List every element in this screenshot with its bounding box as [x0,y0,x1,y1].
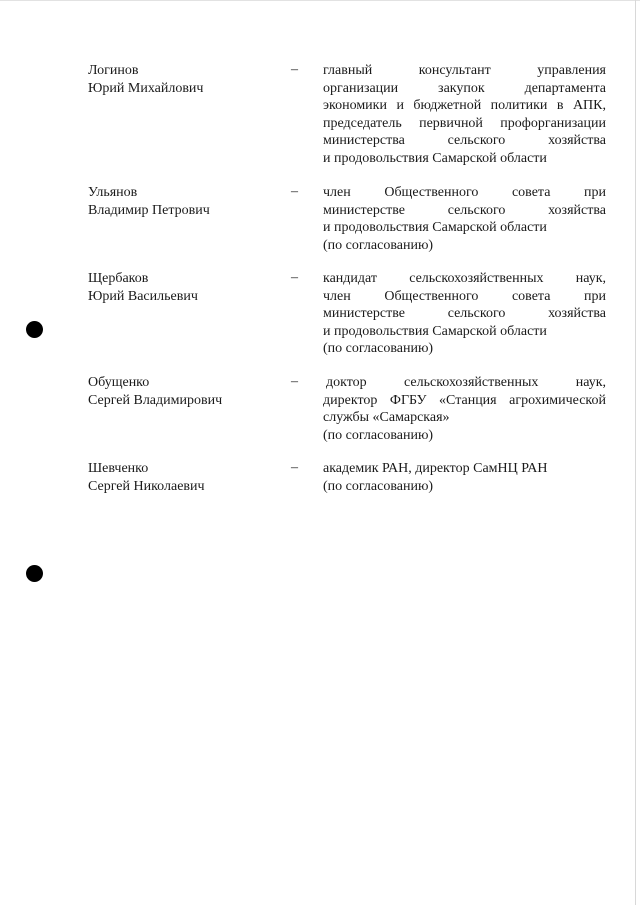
position-line: (по согласованию) [323,341,434,356]
position-line: главный консультант управления [323,63,606,78]
position-line: службы «Самарская» [323,410,450,425]
position-line: председатель первичной профорганизации [323,115,606,131]
dash-separator: – [291,184,298,199]
member-name [88,62,278,97]
position-line: министерстве сельского хозяйства [323,202,606,218]
position-line: организации закупок департамента [323,80,606,96]
member-name [88,270,278,305]
position-line: и продовольствия Самарской области [323,323,547,339]
position-line: (по согласованию) [323,478,434,494]
position-line: министерстве сельского хозяйства [323,306,606,321]
member-position [323,184,606,254]
dash-separator: – [291,460,298,475]
position-line: член Общественного совета при [323,288,606,304]
member-given-names: Юрий Михайлович [88,80,204,96]
member-position [323,374,606,444]
position-line: и продовольствия Самарской области [323,220,547,235]
member-surname: Логинов [88,63,139,78]
position-line: министерства сельского хозяйства [323,133,606,148]
member-name [88,184,278,219]
position-line: кандидат сельскохозяйственных наук, [323,271,606,286]
punch-hole-mark [26,321,43,338]
member-position [323,460,606,495]
member-surname: Шевченко [88,461,149,476]
member-name [88,460,278,495]
position-line: (по согласованию) [323,427,434,443]
member-given-names: Владимир Петрович [88,202,210,218]
member-position [323,62,606,167]
member-surname: Щербаков [88,271,149,286]
page-top-edge [0,0,640,1]
position-line: и продовольствия Самарской области [323,150,547,166]
member-surname: Обущенко [88,375,150,390]
dash-separator: – [291,62,298,77]
member-position [323,270,606,358]
member-surname: Ульянов [88,185,138,200]
page-right-edge [635,0,636,905]
position-line: (по согласованию) [323,237,434,253]
position-line: член Общественного совета при [323,185,606,200]
position-line: экономики и бюджетной политики в АПК, [323,98,606,113]
dash-separator: – [291,374,298,389]
position-line: доктор сельскохозяйственных наук, [326,375,606,390]
member-name [88,374,278,409]
position-line: директор ФГБУ «Станция агрохимической [323,392,606,408]
member-given-names: Сергей Владимирович [88,392,223,408]
dash-separator: – [291,270,298,285]
position-line: академик РАН, директор СамНЦ РАН [323,461,548,476]
member-given-names: Сергей Николаевич [88,478,205,494]
punch-hole-mark [26,565,43,582]
member-given-names: Юрий Васильевич [88,288,198,304]
